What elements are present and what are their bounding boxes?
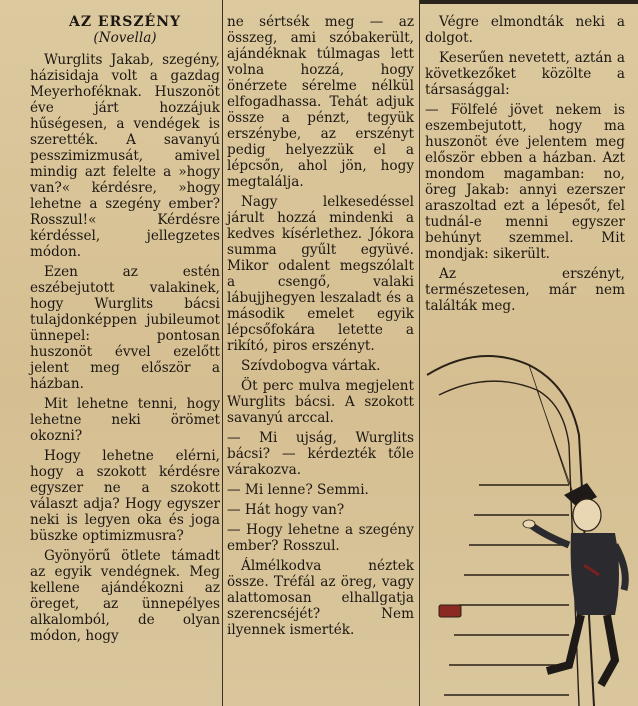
- dialogue-line: — Mi lenne? Semmi.: [227, 482, 369, 498]
- paragraph: Végre elmondták neki a dolgot.: [425, 14, 625, 46]
- dialogue-line: — Mi ujság, Wurglits bácsi? — kérdezték tőle várakozva.: [227, 430, 414, 478]
- column-2: [227, 14, 414, 642]
- paragraph: Keserűen nevetett, aztán a következőket közölte a társasággal:: [425, 50, 625, 98]
- dialogue-line: — Hát hogy van?: [227, 502, 345, 518]
- paragraph: Öt perc mulva megjelent Wurglits bácsi. A szokott savanyú arccal.: [227, 378, 414, 426]
- paragraph: Álmélkodva néztek össze. Tréfál az öreg, vagy alattomosan elhallgatja szerencséjét? Nem ilyennek ismerték.: [227, 558, 414, 638]
- paragraph: Wurglits Jakab, szegény, házisidaja volt a gazdag Meyerhoféknak. Huszonöt éve járt hozzájuk hűségesen, a vendégek is szerették. A savanyú pesszimizmusát, amivel mindig azt felelte a »hogy van?« kérdésre, »hogy lehetne a szegény ember? Rosszul!« Kérdésre kérdéssel, jellegzetes módon.: [30, 52, 220, 260]
- paragraph: Ezen az estén eszébejutott valakinek, hogy Wurglits bácsi tulajdonképpen jubileumot ünnepel: pontosan huszonöt évvel ezelőtt jelent meg először a házban.: [30, 264, 220, 392]
- column-3: [425, 14, 625, 318]
- paragraph: Gyönyörű ötlete támadt az egyik vendégnek. Meg kellene ajándékozni az öreget, az ünnepélyes alkalomból, de olyan módon, hogy: [30, 548, 220, 644]
- red-purse: [439, 605, 461, 617]
- paragraph: Az erszényt, természetesen, már nem találták meg.: [425, 266, 625, 314]
- column-1: [30, 0, 220, 648]
- paragraph: Szívdobogva vártak.: [241, 358, 381, 374]
- paragraph: Hogy lehetne elérni, hogy a szokott kérdésre egyszer ne a szokott választ adja? Hogy egyszer neki is legyen oka és joga büszke optimizmusra?: [30, 448, 220, 544]
- illustration: [419, 335, 638, 706]
- column-divider-left: [222, 0, 223, 706]
- article-title: AZ ERSZÉNY: [68, 14, 182, 30]
- paragraph: ne sértsék meg — az összeg, ami szóbakerült, ajándéknak túlmagas lett volna hozzá, hogy önérzete sérelme nélkül elfogadhassa. Tehát adjuk össze a pénzt, tegyük erszénybe, az erszényt pedig helyezzük el a lépcsőn, ahol jön, hogy megtalálja.: [227, 14, 414, 190]
- top-rule: [419, 0, 638, 4]
- paragraph: Mit lehetne tenni, hogy lehetne neki örömet okozni?: [30, 396, 220, 444]
- paragraph: — Fölfelé jövet nekem is eszembejutott, hogy ma huszonöt éve jelentem meg először ebben a házban. Azt mondom magamban: no, öreg Jakab: annyi ezerszer araszoltad ezt a lépesőt, fel tudnál-e menni egyszer behúnyt szemmel. Mit mondjak: sikerült.: [425, 102, 625, 262]
- paragraph: Nagy lelkesedéssel járult hozzá mindenki a kedves kísérlethez. Jókora summa gyűlt együvé. Mikor odalent megszólalt a csengő, valaki lábujjhegyen leszaladt és a második emelet egyik lépcsőfokára letette a rikító, piros erszényt.: [227, 194, 414, 354]
- old-man-figure: [523, 483, 625, 685]
- dialogue-line: — Hogy lehetne a szegény ember? Rosszul.: [227, 522, 414, 554]
- article-subtitle: (Novella): [93, 30, 157, 46]
